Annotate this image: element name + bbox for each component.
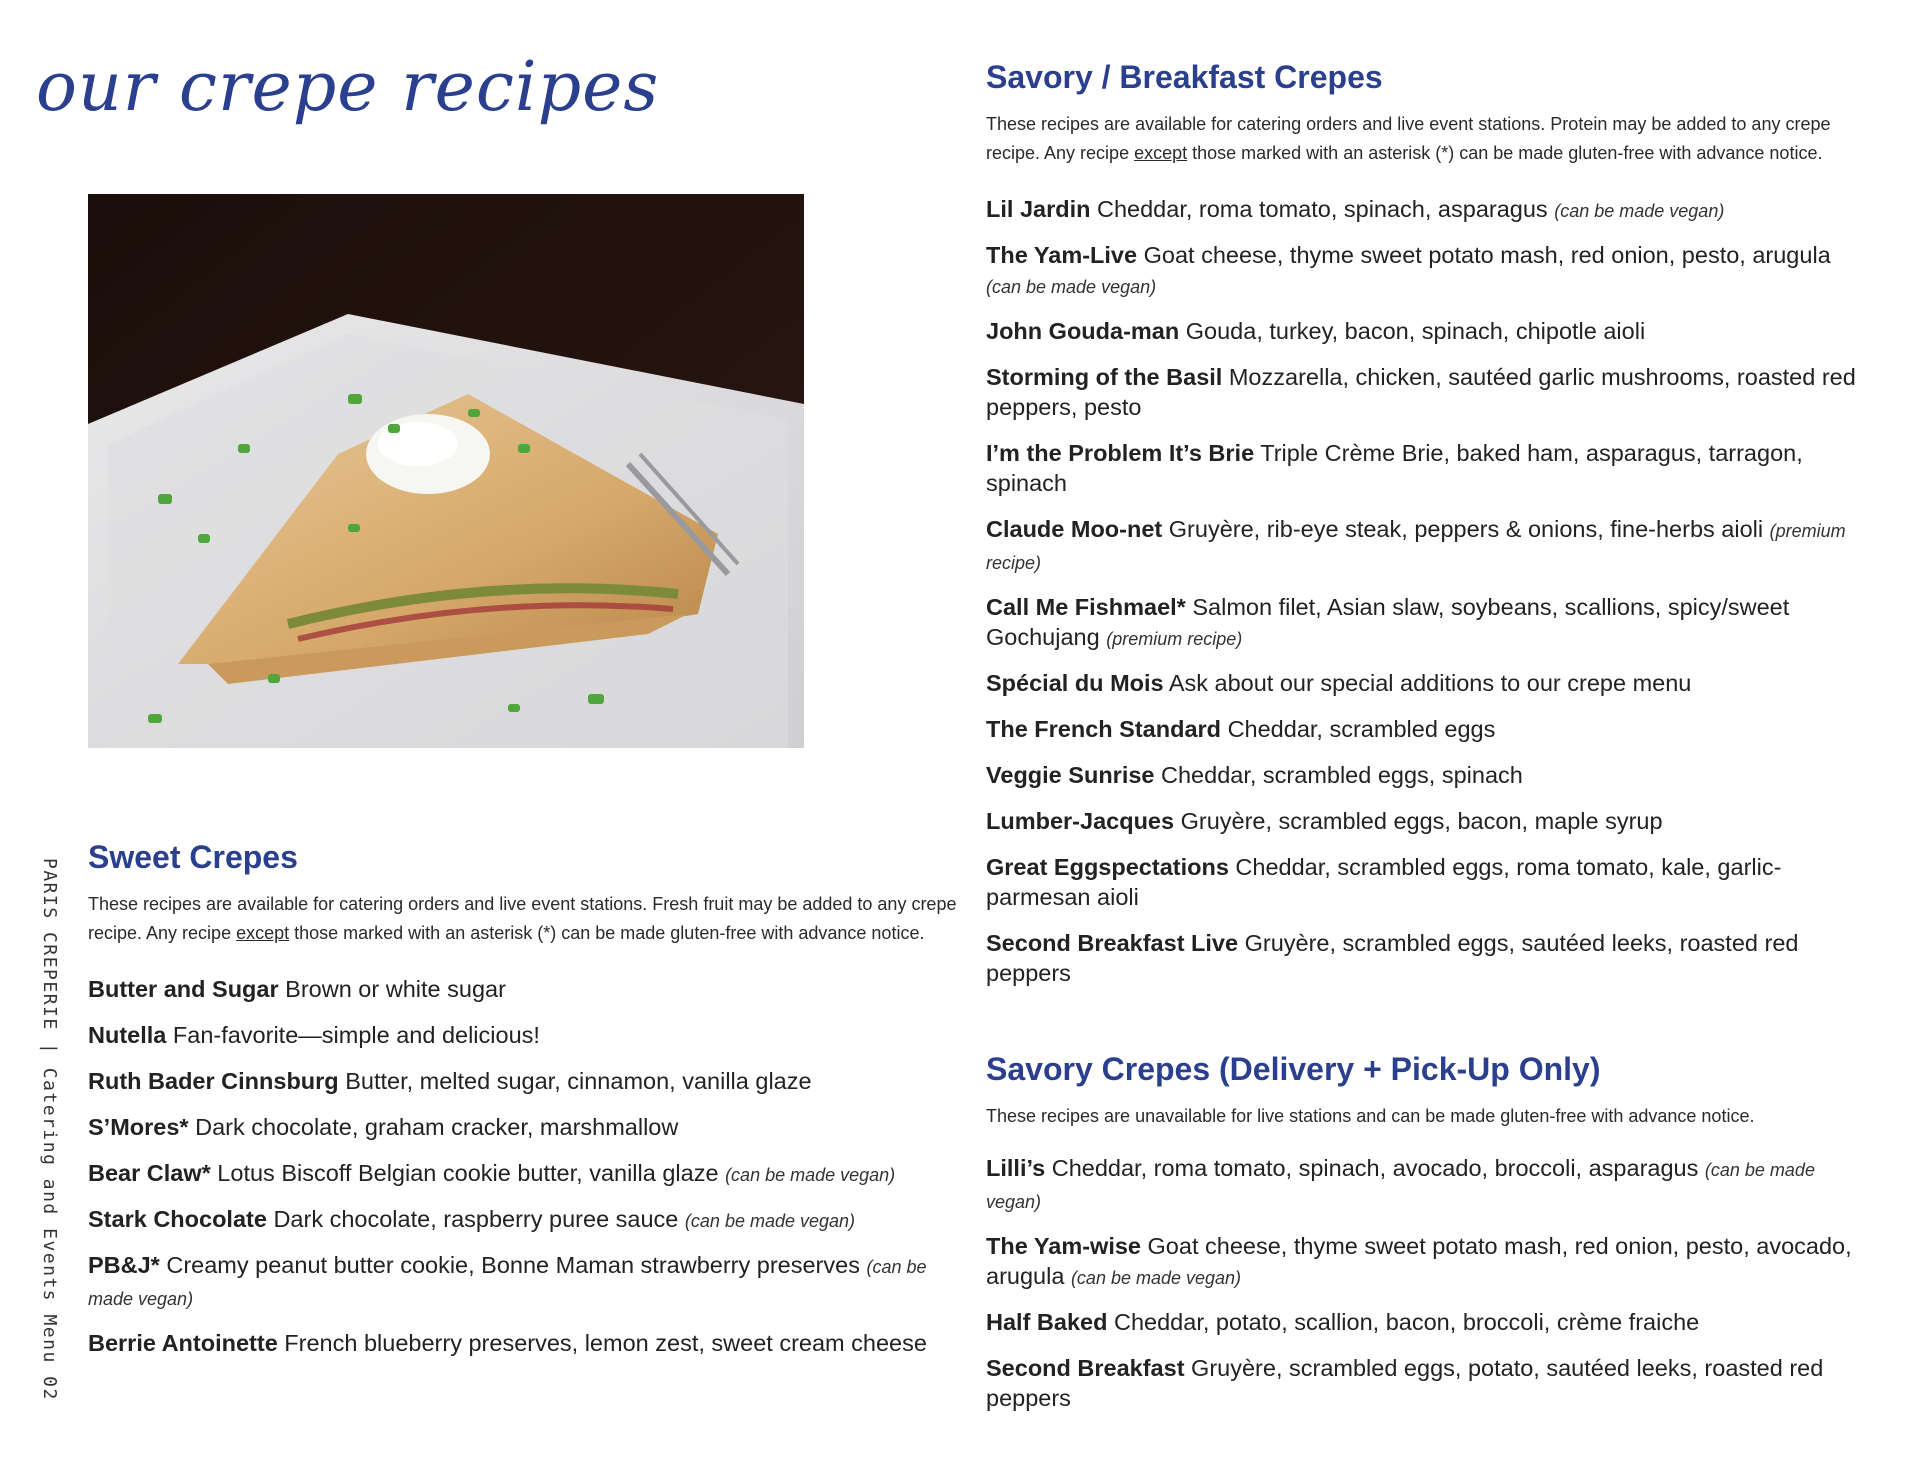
page-script-title: our crepe recipes (36, 48, 660, 127)
sweet-crepes-section (88, 838, 958, 1374)
sweet-section-title: Sweet Crepes (88, 839, 298, 875)
recipe-item: Second Breakfast Gruyère, scrambled eggs, potato, sautéed leeks, roasted red peppers (986, 1355, 1824, 1411)
recipe-item: Lumber-Jacques Gruyère, scrambled eggs, bacon, maple syrup (986, 808, 1663, 834)
recipe-item: Storming of the Basil Mozzarella, chicken, sautéed garlic mushrooms, roasted red peppers, pesto (986, 364, 1856, 420)
sweet-recipe-list (88, 974, 958, 1360)
recipe-item: Butter and Sugar Brown or white sugar (88, 976, 506, 1002)
recipe-item: I’m the Problem It’s Brie Triple Crème Brie, baked ham, asparagus, tarragon, spinach (986, 440, 1803, 496)
recipe-item: Bear Claw* Lotus Biscoff Belgian cookie butter, vanilla glaze (can be made vegan) (88, 1160, 896, 1186)
side-footer-label: PARIS CREPERIE | Catering and Events Menu 02 (39, 858, 60, 1401)
recipe-item: Lil Jardin Cheddar, roma tomato, spinach, asparagus (can be made vegan) (986, 196, 1725, 222)
delivery-section-title: Savory Crepes (Delivery + Pick-Up Only) (986, 1051, 1601, 1087)
delivery-recipe-list (986, 1153, 1856, 1415)
recipe-item: Call Me Fishmael* Salmon filet, Asian slaw, soybeans, scallions, spicy/sweet Gochujang (premium recipe) (986, 594, 1790, 650)
recipe-item: Veggie Sunrise Cheddar, scrambled eggs, spinach (986, 762, 1523, 788)
recipe-item: The Yam-wise Goat cheese, thyme sweet potato mash, red onion, pesto, avocado, arugula (can be made vegan) (986, 1233, 1852, 1289)
recipe-item: Lilli’s Cheddar, roma tomato, spinach, avocado, broccoli, asparagus (can be made vegan) (986, 1155, 1815, 1212)
recipe-item: The French Standard Cheddar, scrambled eggs (986, 716, 1496, 742)
recipe-item: PB&J* Creamy peanut butter cookie, Bonne Maman strawberry preserves (can be made vegan) (88, 1252, 927, 1309)
savory-section-title: Savory / Breakfast Crepes (986, 59, 1383, 95)
recipe-item: Nutella Fan-favorite—simple and delicious! (88, 1022, 540, 1048)
savory-breakfast-section (986, 58, 1856, 1004)
recipe-item: Ruth Bader Cinnsburg Butter, melted sugar, cinnamon, vanilla glaze (88, 1068, 812, 1094)
recipe-item: Berrie Antoinette French blueberry preserves, lemon zest, sweet cream cheese (88, 1330, 927, 1356)
recipe-item: Second Breakfast Live Gruyère, scrambled eggs, sautéed leeks, roasted red peppers (986, 930, 1799, 986)
recipe-item: John Gouda-man Gouda, turkey, bacon, spinach, chipotle aioli (986, 318, 1646, 344)
recipe-item: Claude Moo-net Gruyère, rib-eye steak, peppers & onions, fine-herbs aioli (premium recipe) (986, 516, 1846, 573)
savory-delivery-section (986, 1050, 1856, 1429)
recipe-item: Great Eggspectations Cheddar, scrambled eggs, roma tomato, kale, garlic-parmesan aioli (986, 854, 1782, 910)
recipe-item: The Yam-Live Goat cheese, thyme sweet potato mash, red onion, pesto, arugula (can be made vegan) (986, 242, 1831, 297)
savory-intro: These recipes are available for catering orders and live event stations. Protein may be added to any crepe recipe. Any recipe except those marked with an asterisk (*) can be made gluten-free with advance notice. (986, 114, 1831, 163)
savory-recipe-list (986, 194, 1856, 990)
recipe-item: Stark Chocolate Dark chocolate, raspberry puree sauce (can be made vegan) (88, 1206, 856, 1232)
sweet-intro: These recipes are available for catering orders and live event stations. Fresh fruit may be added to any crepe recipe. Any recipe except those marked with an asterisk (*) can be made gluten-free with advance notice. (88, 894, 957, 943)
recipe-item: Spécial du Mois Ask about our special additions to our crepe menu (986, 670, 1692, 696)
delivery-intro: These recipes are unavailable for live stations and can be made gluten-free with advance notice. (986, 1106, 1755, 1126)
recipe-item: S’Mores* Dark chocolate, graham cracker, marshmallow (88, 1114, 679, 1140)
crepe-photo (88, 194, 804, 748)
recipe-item: Half Baked Cheddar, potato, scallion, bacon, broccoli, crème fraiche (986, 1309, 1700, 1335)
